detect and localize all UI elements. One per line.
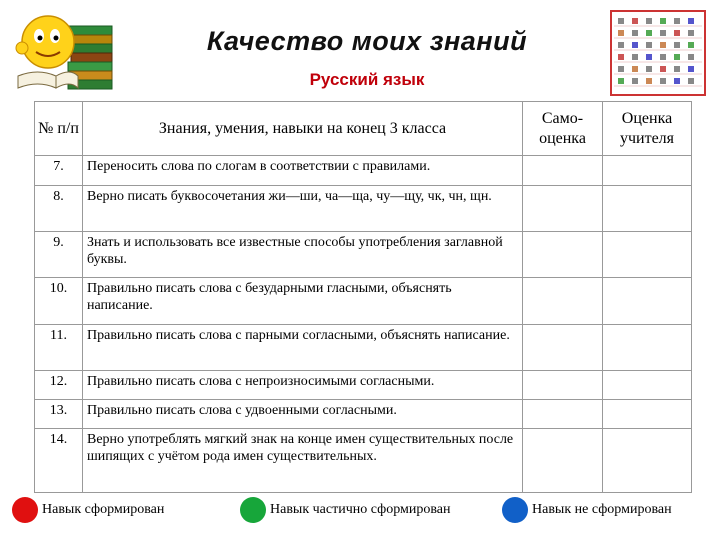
legend-item-not-formed: [502, 498, 672, 522]
row-number: 13.: [35, 400, 83, 429]
row-skill-text: Правильно писать слова с непроизносимыми согласными.: [83, 371, 523, 400]
table-row: [35, 186, 692, 232]
self-assessment-cell[interactable]: [523, 400, 603, 429]
row-skill-text: Правильно писать слова с безударными гласными, объяснять написание.: [83, 278, 523, 325]
legend-label: Навык не сформирован: [532, 502, 672, 517]
row-skill-text: Правильно писать слова с удвоенными согласными.: [83, 400, 523, 429]
row-number: 10.: [35, 278, 83, 325]
row-number: 14.: [35, 429, 83, 493]
row-number: 8.: [35, 186, 83, 232]
row-skill-text: Переносить слова по слогам в соответствии с правилами.: [83, 156, 523, 186]
row-skill-text: Правильно писать слова с парными согласными, объяснять написание.: [83, 325, 523, 371]
row-number: 7.: [35, 156, 83, 186]
page-subtitle: Русский язык: [309, 70, 425, 89]
self-assessment-cell[interactable]: [523, 325, 603, 371]
header-num: № п/п: [35, 102, 83, 156]
row-number: 11.: [35, 325, 83, 371]
row-number: 12.: [35, 371, 83, 400]
table-row: [35, 232, 692, 278]
self-assessment-cell[interactable]: [523, 186, 603, 232]
table-row: [35, 400, 692, 429]
teacher-assessment-cell[interactable]: [603, 400, 692, 429]
legend-item-partial: [240, 498, 450, 522]
green-circle-icon: [240, 497, 266, 523]
teacher-assessment-cell[interactable]: [603, 429, 692, 493]
table-row: [35, 325, 692, 371]
row-skill-text: Верно писать буквосочетания жи—ши, ча—ща, чу—щу, чк, чн, щн.: [83, 186, 523, 232]
teacher-assessment-cell[interactable]: [603, 156, 692, 186]
self-assessment-cell[interactable]: [523, 156, 603, 186]
self-assessment-cell[interactable]: [523, 429, 603, 493]
table-row: [35, 429, 692, 493]
teacher-assessment-cell[interactable]: [603, 186, 692, 232]
red-circle-icon: [12, 497, 38, 523]
header-skills: Знания, умения, навыки на конец 3 класса: [83, 102, 523, 156]
teacher-assessment-cell[interactable]: [603, 278, 692, 325]
table-row: [35, 371, 692, 400]
legend-label: Навык сформирован: [42, 502, 165, 517]
row-number: 9.: [35, 232, 83, 278]
row-skill-text: Знать и использовать все известные способы употребления заглавной буквы.: [83, 232, 523, 278]
table-row: [35, 156, 692, 186]
teacher-assessment-cell[interactable]: [603, 232, 692, 278]
header-self-assessment: Само-оценка: [523, 102, 603, 156]
page-title: Качество моих знаний: [206, 26, 528, 56]
table-header-row: [35, 102, 692, 156]
legend-item-formed: [12, 498, 164, 522]
legend-label: Навык частично сформирован: [270, 502, 451, 517]
self-assessment-cell[interactable]: [523, 232, 603, 278]
skills-table: [34, 101, 692, 493]
self-assessment-cell[interactable]: [523, 371, 603, 400]
teacher-assessment-cell[interactable]: [603, 371, 692, 400]
header-teacher-assessment: Оценка учителя: [603, 102, 692, 156]
teacher-assessment-cell[interactable]: [603, 325, 692, 371]
table-row: [35, 278, 692, 325]
blue-circle-icon: [502, 497, 528, 523]
self-assessment-cell[interactable]: [523, 278, 603, 325]
row-skill-text: Верно употреблять мягкий знак на конце имен существительных после шипящих с учётом рода имен существительных.: [83, 429, 523, 493]
